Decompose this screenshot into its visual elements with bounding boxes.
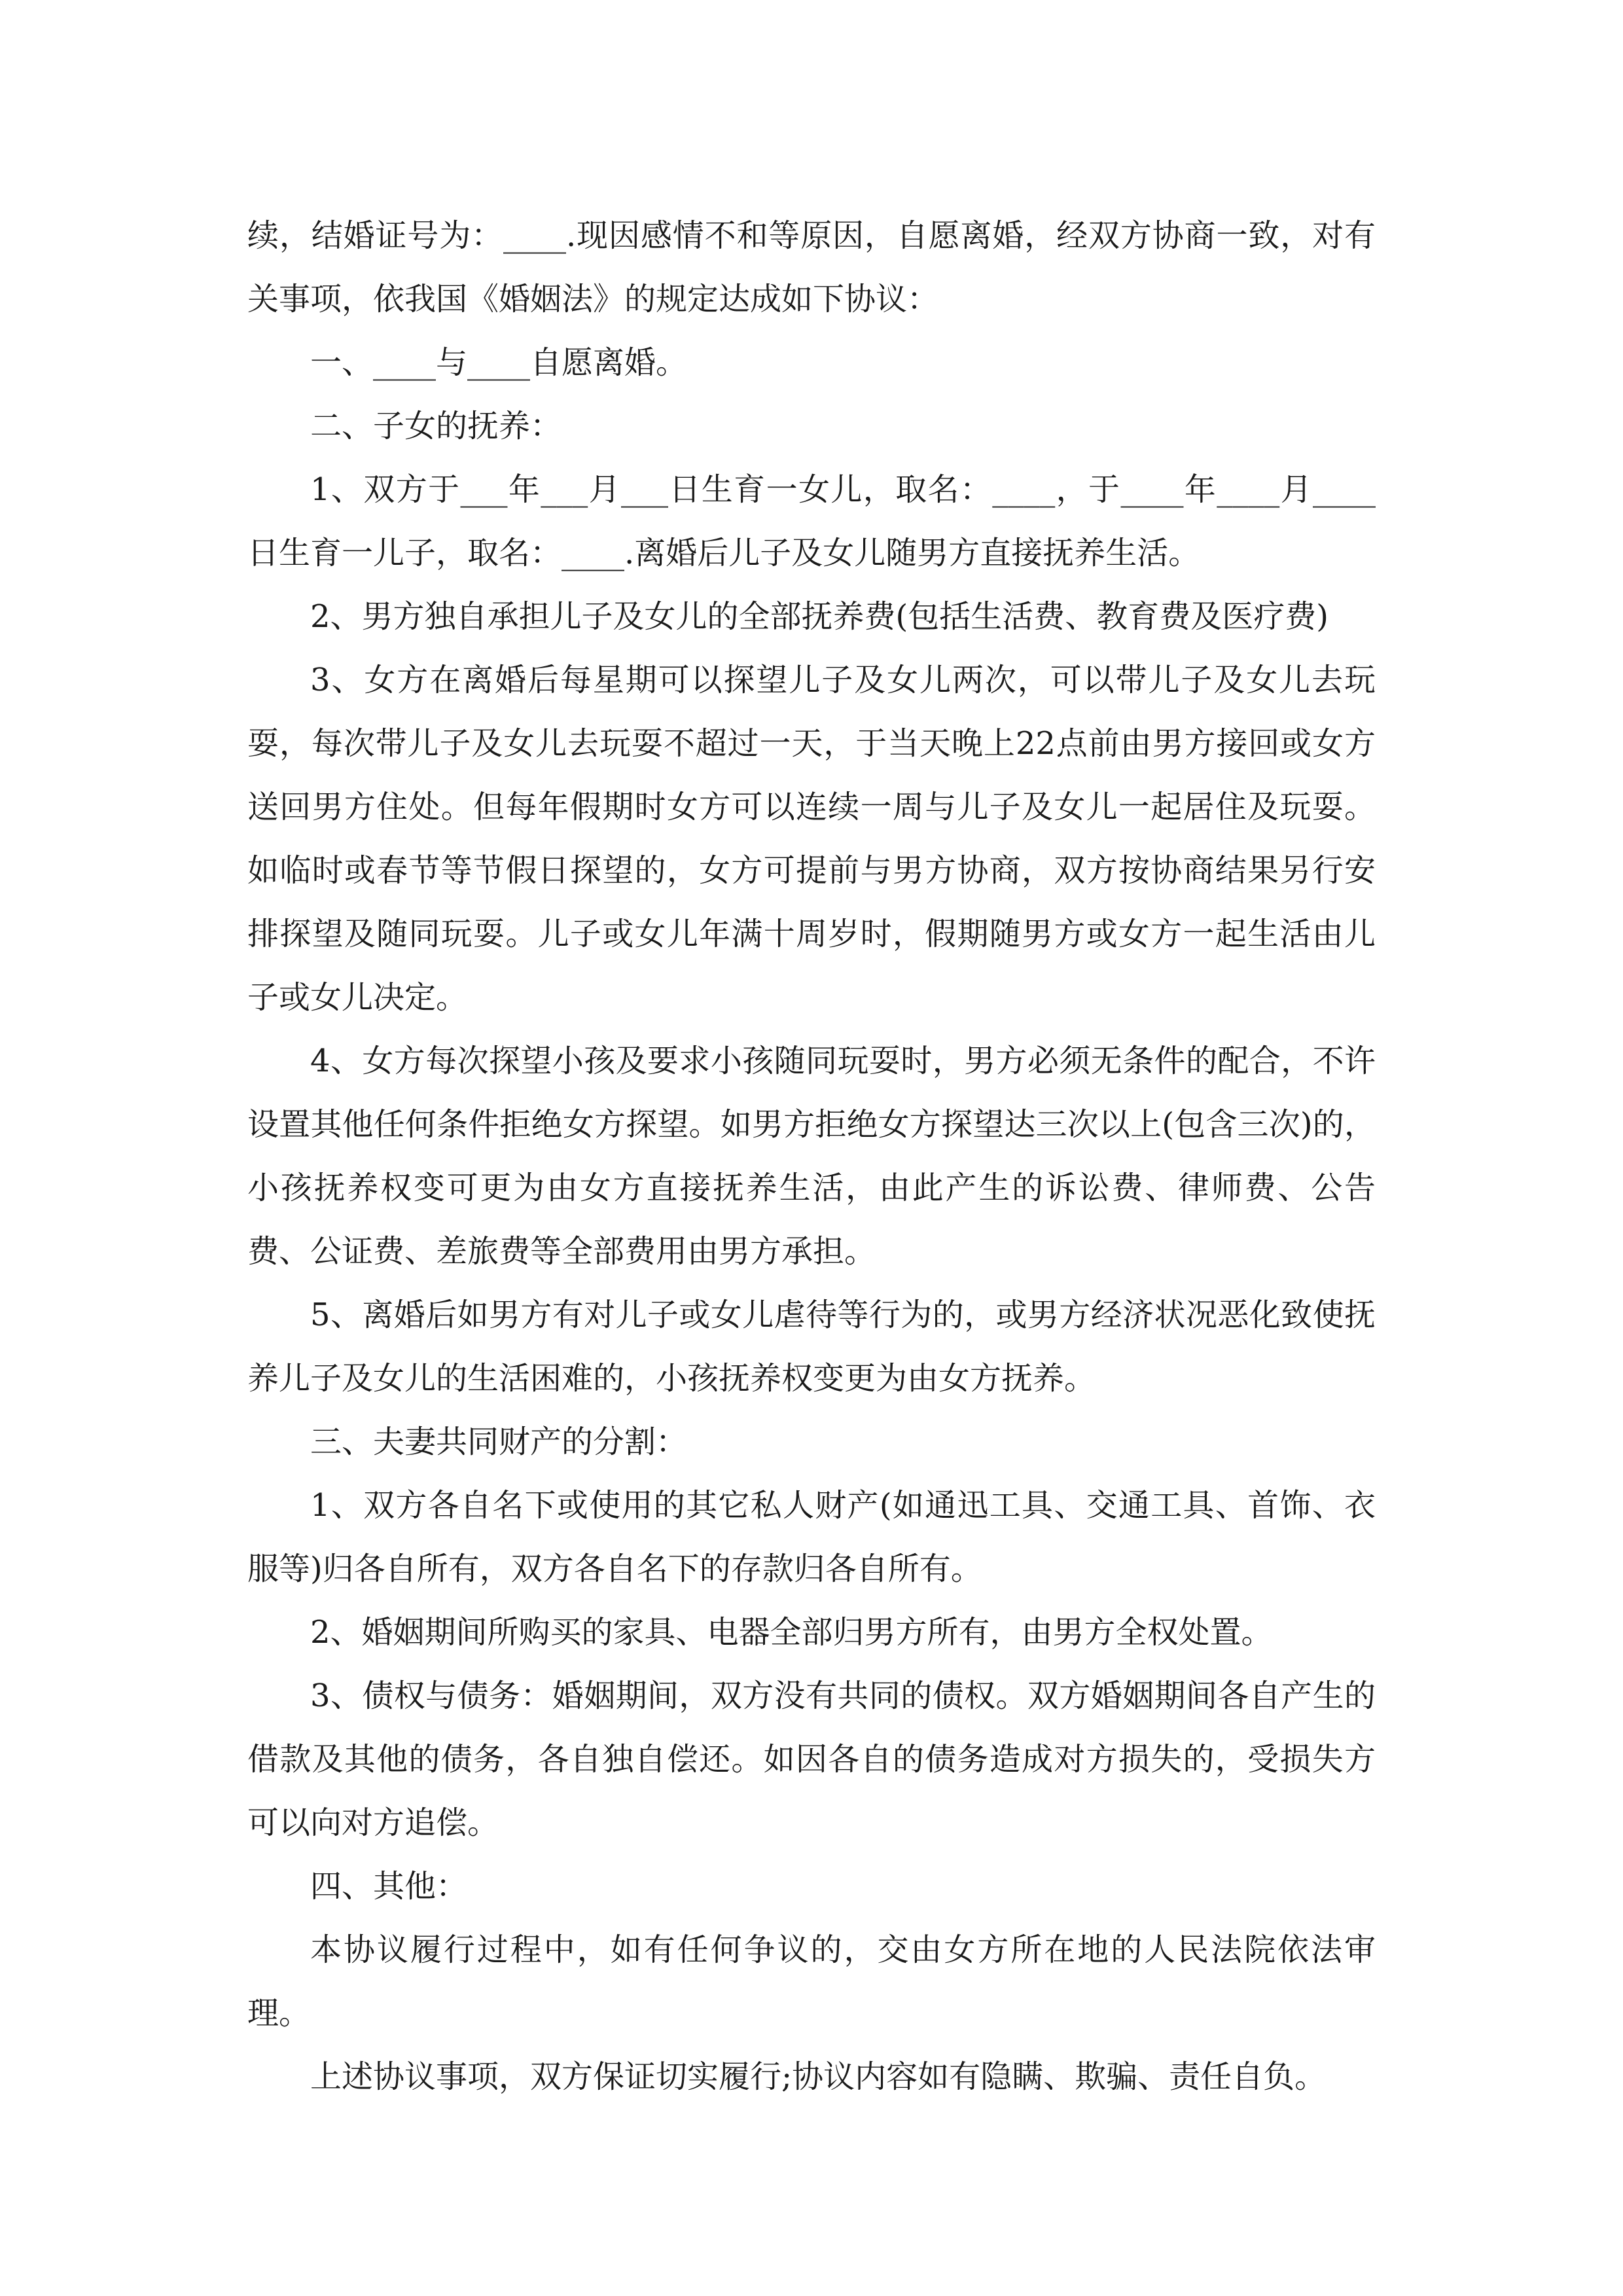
custody-item-1: 1、双方于___年___月___日生育一女儿，取名：____，于____年____月____日生育一儿子，取名：____.离婚后儿子及女儿随男方直接抚养生活。 bbox=[247, 471, 1376, 571]
clause-1-divorce: 一、____与____自愿离婚。 bbox=[310, 344, 688, 381]
custody-item-3: 3、女方在离婚后每星期可以探望儿子及女儿两次，可以带儿子及女儿去玩耍，每次带儿子及女儿去玩耍不超过一天，于当天晚上22点前由男方接回或女方送回男方住处。但每年假期时女方可以连续一周与儿子及女儿一起居住及玩耍。如临时或春节等节假日探望的，女方可提前与男方协商，双方按协商结果另行安排探望及随同玩耍。儿子或女儿年满十周岁时，假期随男方或女方一起生活由儿子或女儿决定。 bbox=[247, 662, 1376, 1016]
custody-item-4: 4、女方每次探望小孩及要求小孩随同玩耍时，男方必须无条件的配合，不许设置其他任何条件拒绝女方探望。如男方拒绝女方探望达三次以上(包含三次)的，小孩抚养权变可更为由女方直接抚养生活，由此产生的诉讼费、律师费、公告费、公证费、差旅费等全部费用由男方承担。 bbox=[247, 1043, 1376, 1270]
paragraph-marriage-cert: 续，结婚证号为：____.现因感情不和等原因，自愿离婚，经双方协商一致，对有关事项，依我国《婚姻法》的规定达成如下协议： bbox=[247, 217, 1376, 317]
property-item-1: 1、双方各自名下或使用的其它私人财产(如通迅工具、交通工具、首饰、衣服等)归各自所有，双方各自名下的存款归各自所有。 bbox=[247, 1487, 1376, 1587]
heading-property-division: 三、夫妻共同财产的分割： bbox=[310, 1424, 688, 1460]
property-item-2: 2、婚姻期间所购买的家具、电器全部归男方所有，由男方全权处置。 bbox=[310, 1614, 1273, 1651]
other-item-guarantee: 上述协议事项，双方保证切实履行;协议内容如有隐瞒、欺骗、责任自负。 bbox=[310, 2058, 1327, 2095]
custody-item-2: 2、男方独自承担儿子及女儿的全部抚养费(包括生活费、教育费及医疗费) bbox=[310, 598, 1329, 635]
other-item-dispute: 本协议履行过程中，如有任何争议的，交由女方所在地的人民法院依法审理。 bbox=[247, 1931, 1376, 2032]
heading-child-custody: 二、子女的抚养： bbox=[310, 408, 562, 444]
heading-other: 四、其他： bbox=[310, 1868, 468, 1905]
property-item-3: 3、债权与债务：婚姻期间，双方没有共同的债权。双方婚姻期间各自产生的借款及其他的债务，各自独自偿还。如因各自的债务造成对方损失的，受损失方可以向对方追偿。 bbox=[247, 1677, 1376, 1841]
document-body bbox=[247, 204, 1376, 2109]
custody-item-5: 5、离婚后如男方有对儿子或女儿虐待等行为的，或男方经济状况恶化致使抚养儿子及女儿的生活困难的，小孩抚养权变更为由女方抚养。 bbox=[247, 1297, 1376, 1397]
